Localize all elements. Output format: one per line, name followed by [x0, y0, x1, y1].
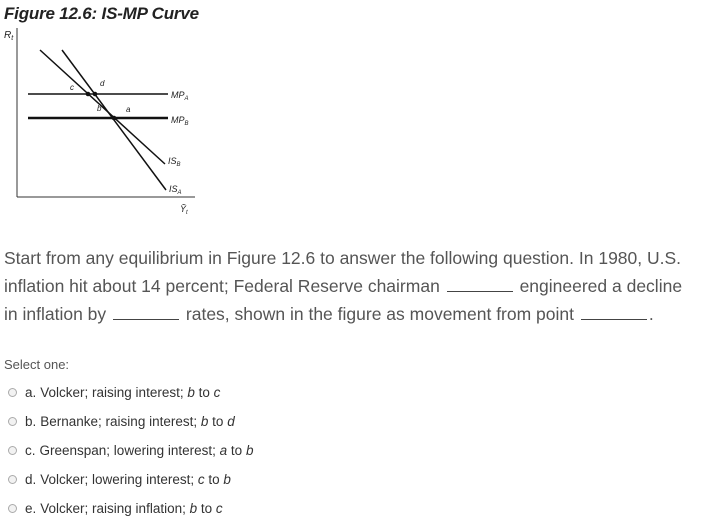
blank-direction — [113, 305, 179, 320]
option-from: a — [219, 443, 228, 458]
option-text: Volcker; raising interest; — [40, 385, 184, 400]
point-d-dot — [93, 92, 98, 97]
option-to-word: to — [212, 414, 224, 429]
option-letter: b. — [25, 414, 37, 429]
radio-a[interactable] — [8, 388, 17, 397]
blank-movement — [581, 305, 647, 320]
x-axis-label: Ỹ$_t$ — [180, 204, 188, 216]
option-to: c — [213, 385, 221, 400]
radio-d[interactable] — [8, 475, 17, 484]
option-letter: a. — [25, 385, 37, 400]
question-part-2: engineered a decline in inflation by — [4, 276, 683, 324]
question-part-3: rates, shown in the figure as movement from point — [185, 304, 575, 324]
option-letter: c. — [25, 443, 36, 458]
select-one-label: Select one: — [4, 357, 70, 372]
point-a-label: a — [126, 105, 131, 114]
is-b-curve — [40, 50, 165, 164]
option-letter: d. — [25, 472, 37, 487]
point-b-dot — [112, 116, 117, 121]
point-d-label: d — [100, 79, 105, 88]
is-mp-figure — [0, 26, 230, 226]
figure-title: Figure 12.6: IS-MP Curve — [4, 4, 199, 23]
is-a-label: $IS_A$ — [169, 184, 182, 196]
option-from: b — [200, 414, 209, 429]
answer-options — [8, 378, 253, 523]
option-text: Volcker; raising inflation; — [40, 501, 186, 516]
option-text: Volcker; lowering interest; — [40, 472, 195, 487]
option-to: b — [245, 443, 254, 458]
option-to-word: to — [208, 472, 220, 487]
option-letter: e. — [25, 501, 37, 516]
option-to-word: to — [200, 501, 213, 516]
option-d[interactable] — [8, 465, 253, 494]
option-from: b — [187, 385, 195, 400]
point-c-label: c — [70, 83, 74, 92]
radio-c[interactable] — [8, 446, 17, 455]
mp-b-label: $MP_B$ — [171, 115, 189, 127]
option-a[interactable] — [8, 378, 253, 407]
option-from: c — [197, 472, 205, 487]
option-text: Bernanke; raising interest; — [40, 414, 198, 429]
option-text: Greenspan; lowering interest; — [39, 443, 216, 458]
option-from: b — [189, 501, 198, 516]
question-part-1: Start from any equilibrium in Figure 12.6 to answer the following question. In 1980, U.S. inflation hit about 14 percent; Federal Reserve chairman — [4, 248, 682, 296]
option-c[interactable] — [8, 436, 253, 465]
question-text — [4, 244, 694, 328]
option-e[interactable] — [8, 494, 253, 523]
radio-e[interactable] — [8, 504, 17, 513]
point-c-dot — [86, 92, 91, 97]
y-axis-label: $R_t$ — [4, 30, 14, 42]
option-to: c — [215, 501, 223, 516]
option-b[interactable] — [8, 407, 253, 436]
option-to-word: to — [230, 443, 243, 458]
point-b-label: b — [97, 104, 102, 113]
blank-chairman — [447, 277, 513, 292]
radio-b[interactable] — [8, 417, 17, 426]
option-to-word: to — [198, 385, 210, 400]
option-to: d — [227, 414, 235, 429]
mp-a-label: $MP_A$ — [171, 90, 189, 102]
question-part-4: . — [648, 304, 654, 324]
option-to: b — [223, 472, 231, 487]
is-b-label: $IS_B$ — [168, 156, 181, 168]
